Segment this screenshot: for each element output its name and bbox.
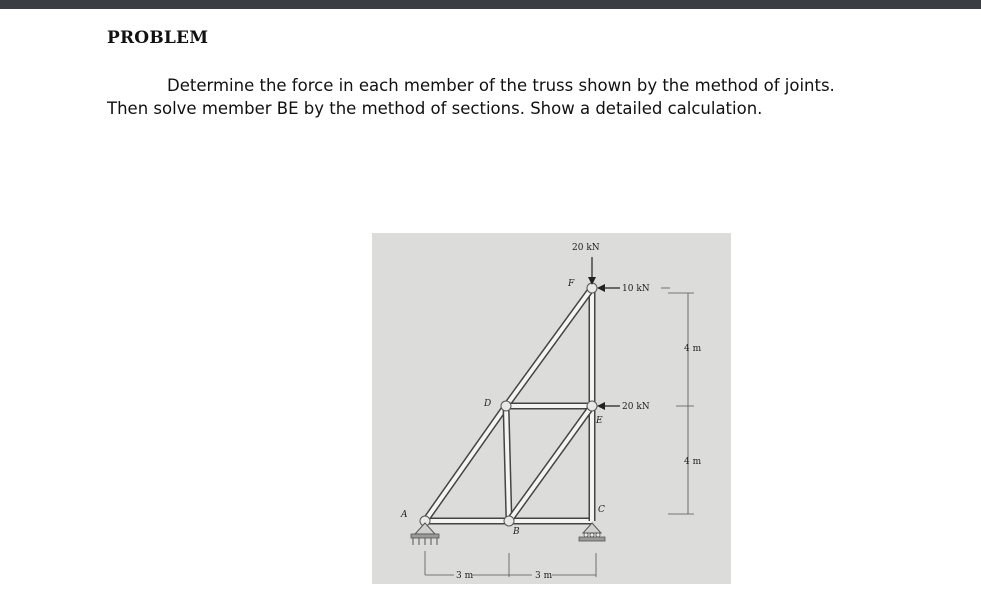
- problem-statement-line-1: Determine the force in each member of the truss shown by the method of joints.: [167, 76, 835, 95]
- joint-label-E: E: [596, 416, 603, 426]
- load-label-top-vertical: 20 kN: [572, 243, 600, 253]
- joint-label-C: C: [598, 505, 605, 515]
- dimension-label-right-span: 3 m: [535, 571, 553, 581]
- joint-label-F: F: [568, 279, 575, 289]
- problem-heading: PROBLEM: [107, 28, 209, 48]
- roller-support-C: [579, 523, 605, 541]
- viewer-top-bar: [0, 0, 981, 9]
- joint-label-A: A: [401, 510, 408, 520]
- dimension-label-lower-height: 4 m: [684, 457, 702, 467]
- dimension-label-upper-height: 4 m: [684, 344, 702, 354]
- truss-figure: [372, 233, 731, 584]
- joint-label-B: B: [513, 527, 520, 537]
- problem-statement: [107, 74, 907, 120]
- load-label-mid-horizontal: 20 kN: [622, 402, 650, 412]
- pin-B: [504, 516, 514, 526]
- dimension-label-left-span: 3 m: [456, 571, 474, 581]
- load-label-top-horizontal: 10 kN: [622, 284, 650, 294]
- problem-statement-line-2: Then solve member BE by the method of sections. Show a detailed calculation.: [107, 99, 763, 118]
- pin-D: [501, 401, 511, 411]
- truss-diagram: [372, 233, 731, 584]
- pin-E: [587, 401, 597, 411]
- joint-label-D: D: [484, 399, 492, 409]
